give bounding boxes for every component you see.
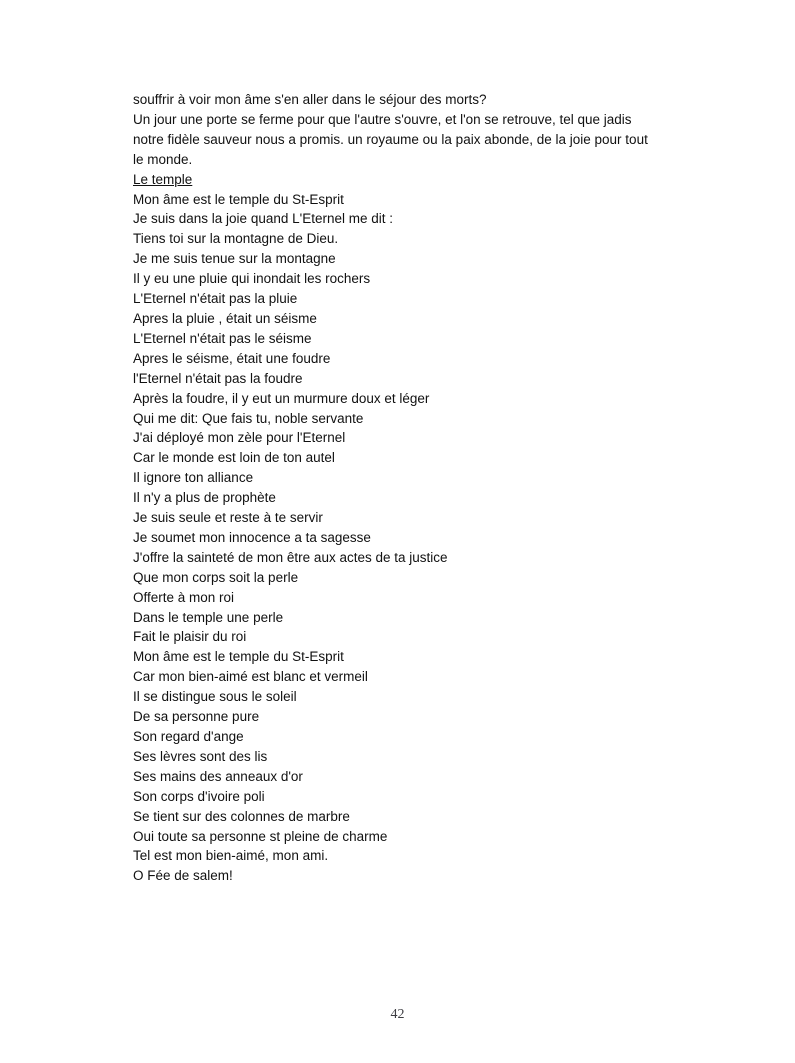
- text-line: O Fée de salem!: [133, 868, 233, 884]
- text-line: Il n'y a plus de prophète: [133, 490, 276, 506]
- text-line: l'Eternel n'était pas la foudre: [133, 370, 303, 386]
- text-line: Oui toute sa personne st pleine de charme: [133, 828, 388, 844]
- text-line: Je me suis tenue sur la montagne: [133, 251, 336, 267]
- text-line: Se tient sur des colonnes de marbre: [133, 808, 350, 824]
- text-line: Mon âme est le temple du St-Esprit: [133, 649, 344, 665]
- text-line: Car mon bien-aimé est blanc et vermeil: [133, 669, 368, 685]
- text-line: Fait le plaisir du roi: [133, 629, 247, 645]
- text-line: Apres le séisme, était une foudre: [133, 350, 331, 366]
- text-line: J'ai déployé mon zèle pour l'Eternel: [133, 430, 346, 446]
- text-line: Ses mains des anneaux d'or: [133, 768, 303, 784]
- text-line: Après la foudre, il y eut un murmure doux et léger: [133, 390, 430, 406]
- text-line: Car le monde est loin de ton autel: [133, 450, 335, 466]
- text-block: [133, 90, 681, 886]
- text-line: Il y eu une pluie qui inondait les rochers: [133, 271, 371, 287]
- text-line: Son regard d'ange: [133, 729, 244, 744]
- text-line: J'offre la sainteté de mon être aux actes de ta justice: [133, 549, 448, 565]
- text-line: Ses lèvres sont des lis: [133, 748, 268, 764]
- text-line: notre fidèle sauveur nous a promis. un royaume ou la paix abonde, de la joie pour tout: [133, 131, 648, 147]
- text-line: Il se distingue sous le soleil: [133, 689, 297, 705]
- text-line: Son corps d'ivoire poli: [133, 788, 265, 804]
- text-line: souffrir à voir mon âme s'en aller dans le séjour des morts?: [133, 92, 487, 107]
- text-line: Tel est mon bien-aimé, mon ami.: [133, 848, 329, 864]
- section-heading: Le temple: [133, 171, 193, 187]
- text-line: Tiens toi sur la montagne de Dieu.: [133, 231, 339, 247]
- page-number: 42: [390, 1007, 405, 1022]
- text-line: L'Eternel n'était pas le séisme: [133, 330, 312, 346]
- text-line: Je suis dans la joie quand L'Eternel me dit :: [133, 211, 393, 227]
- text-line: Je suis seule et reste à te servir: [133, 510, 323, 526]
- text-line: Dans le temple une perle: [133, 609, 284, 625]
- text-line: L'Eternel n'était pas la pluie: [133, 291, 298, 307]
- text-line: Je soumet mon innocence a ta sagesse: [133, 529, 371, 545]
- text-line: Un jour une porte se ferme pour que l'autre s'ouvre, et l'on se retrouve, tel que jadis: [133, 111, 632, 127]
- text-line: Que mon corps soit la perle: [133, 569, 299, 585]
- text-line: Qui me dit: Que fais tu, noble servante: [133, 410, 364, 426]
- text-line: Mon âme est le temple du St-Esprit: [133, 191, 344, 207]
- text-line: Offerte à mon roi: [133, 589, 235, 605]
- text-line: le monde.: [133, 151, 193, 167]
- text-line: Apres la pluie , était un séisme: [133, 310, 317, 326]
- text-line: Il ignore ton alliance: [133, 470, 254, 486]
- text-line: De sa personne pure: [133, 709, 260, 725]
